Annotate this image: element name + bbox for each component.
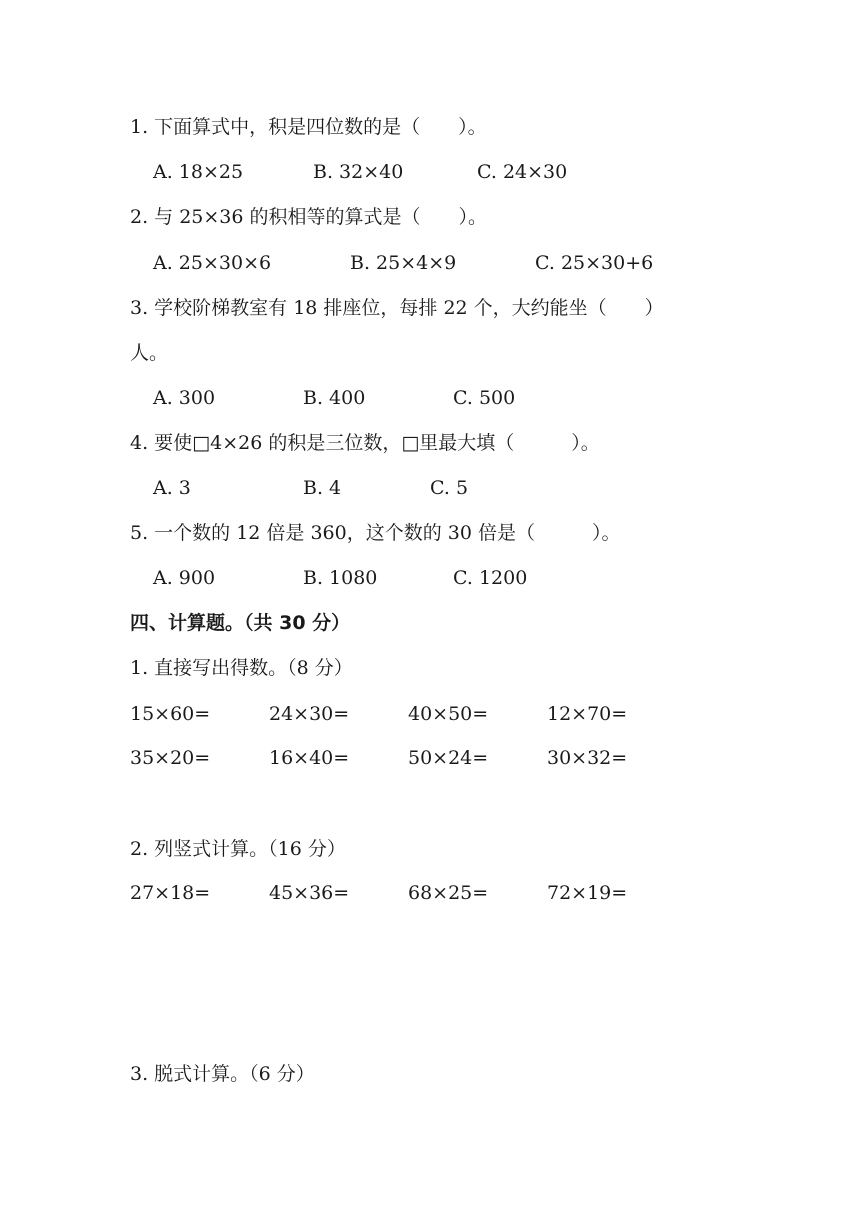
- question-4-option-a: A. 3: [153, 477, 191, 499]
- question-2-option-c: C. 25×30+6: [535, 252, 654, 274]
- question-2-option-a: A. 25×30×6: [153, 252, 272, 274]
- question-3-option-c: C. 500: [453, 387, 516, 409]
- question-2-stem: 2. 与 25×36 的积相等的算式是（ ）。: [130, 206, 488, 228]
- vertical-calc-item: 45×36=: [269, 882, 350, 904]
- vertical-calc-item: 68×25=: [408, 882, 489, 904]
- question-1-option-a: A. 18×25: [153, 161, 244, 183]
- question-5-option-c: C. 1200: [453, 567, 528, 589]
- question-1-stem: 1. 下面算式中，积是四位数的是（ ）。: [130, 116, 487, 138]
- vertical-calc-item: 72×19=: [547, 882, 628, 904]
- oral-calc-item: 12×70=: [547, 703, 628, 725]
- part-3-label: 3. 脱式计算。（6 分）: [130, 1063, 315, 1085]
- question-3-option-a: A. 300: [153, 387, 216, 409]
- oral-calc-item: 30×32=: [547, 747, 628, 769]
- oral-calc-item: 24×30=: [269, 703, 350, 725]
- part-2-label: 2. 列竖式计算。（16 分）: [130, 838, 346, 860]
- question-4-stem: 4. 要使□4×26 的积是三位数，□里最大填（ ）。: [130, 432, 600, 454]
- question-4-option-b: B. 4: [303, 477, 342, 499]
- part-1-label: 1. 直接写出得数。（8 分）: [130, 657, 353, 679]
- question-5-stem: 5. 一个数的 12 倍是 360，这个数的 30 倍是（ ）。: [130, 522, 621, 544]
- oral-calc-item: 15×60=: [130, 703, 211, 725]
- question-4-option-c: C. 5: [430, 477, 469, 499]
- question-3-stem: 3. 学校阶梯教室有 18 排座位，每排 22 个，大约能坐（ ）: [130, 297, 664, 319]
- oral-calc-item: 16×40=: [269, 747, 350, 769]
- question-2-option-b: B. 25×4×9: [350, 252, 457, 274]
- question-5-option-b: B. 1080: [303, 567, 378, 589]
- section-4-heading: 四、计算题。（共 30 分）: [130, 612, 351, 634]
- question-3-option-b: B. 400: [303, 387, 366, 409]
- oral-calc-item: 50×24=: [408, 747, 489, 769]
- question-1-option-b: B. 32×40: [313, 161, 404, 183]
- oral-calc-item: 40×50=: [408, 703, 489, 725]
- vertical-calc-item: 27×18=: [130, 882, 211, 904]
- question-3-stem-continued: 人。: [130, 342, 169, 364]
- oral-calc-item: 35×20=: [130, 747, 211, 769]
- question-1-option-c: C. 24×30: [477, 161, 568, 183]
- question-5-option-a: A. 900: [153, 567, 216, 589]
